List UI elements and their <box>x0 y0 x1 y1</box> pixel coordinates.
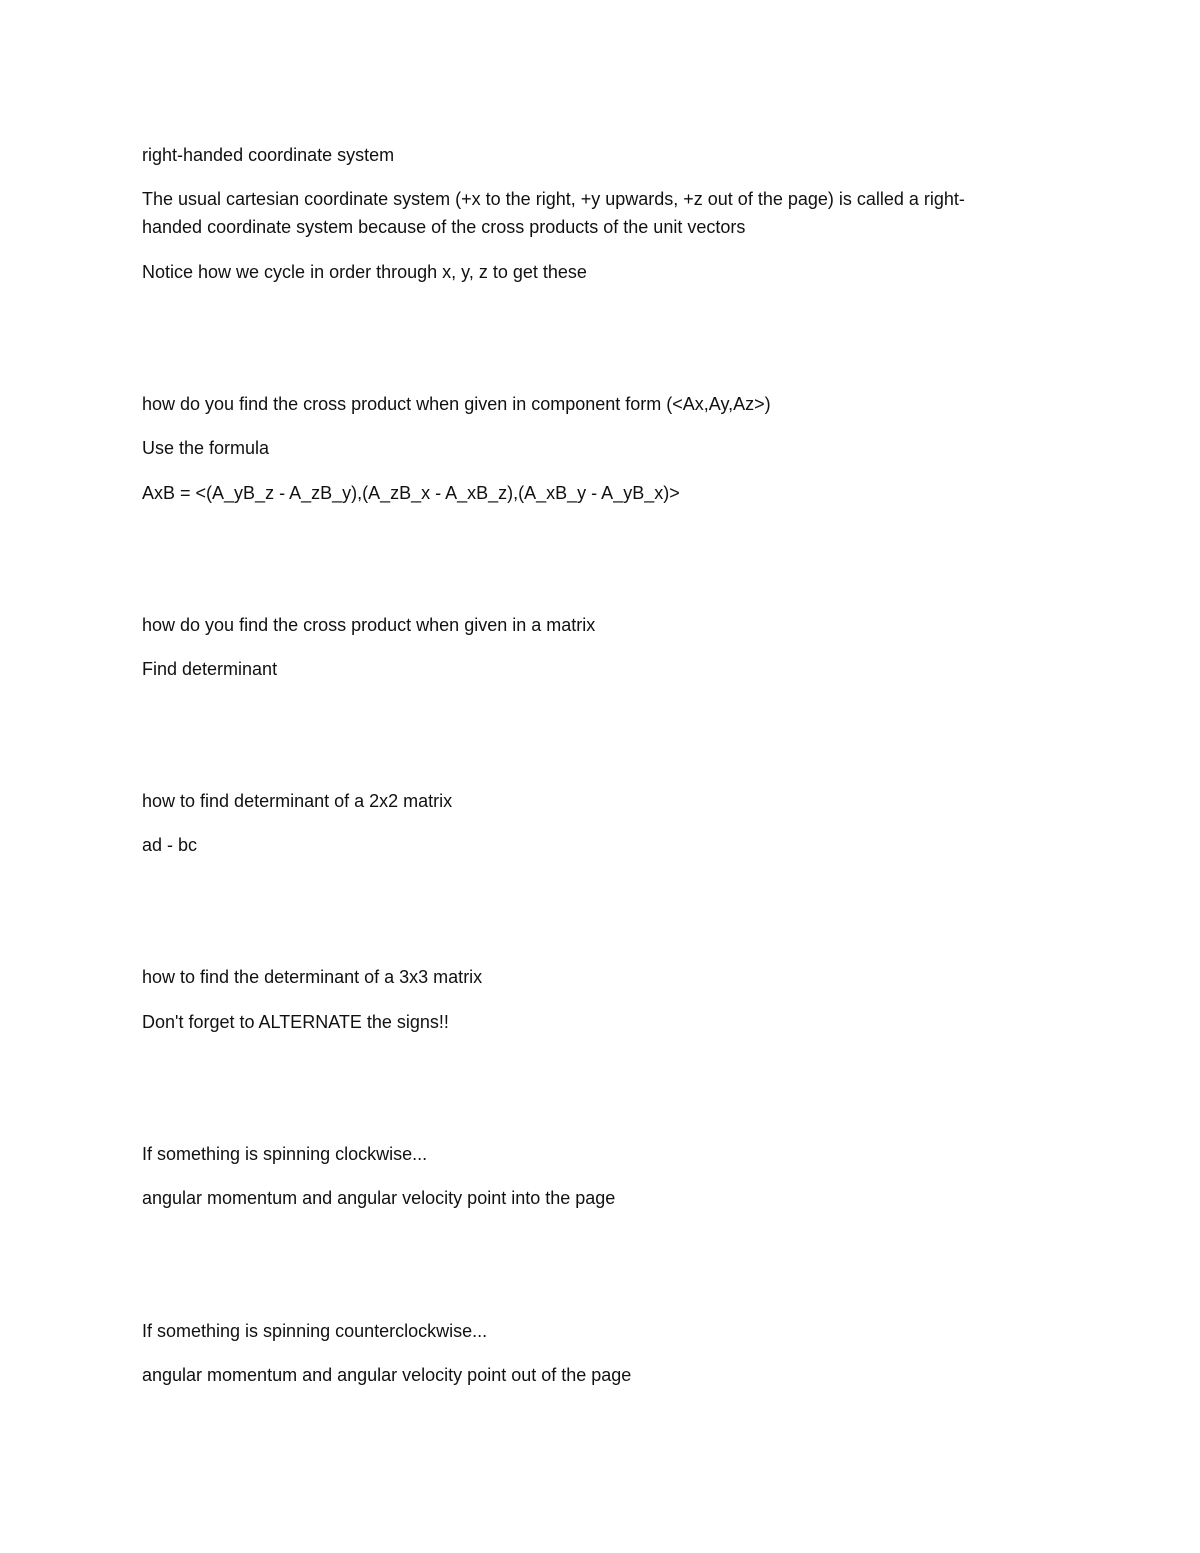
card-5-definition-line-1: Don't forget to ALTERNATE the signs!! <box>142 1012 449 1032</box>
card-7-definition-line-1: angular momentum and angular velocity point out of the page <box>142 1365 632 1385</box>
card-5-term: how to find the determinant of a 3x3 matrix <box>142 967 483 987</box>
card-1-definition-line-3: Notice how we cycle in order through x, y, z to get these <box>142 262 587 282</box>
card-4-definition-line-1: ad - bc <box>142 835 198 855</box>
card-7-term: If something is spinning counterclockwise... <box>142 1321 488 1341</box>
card-6-definition-line-1: angular momentum and angular velocity point into the page <box>142 1188 616 1208</box>
card-3-definition-line-1: Find determinant <box>142 659 278 679</box>
card-2-term: how do you find the cross product when given in component form (<Ax,Ay,Az>) <box>142 394 771 414</box>
card-1-definition-line-2: handed coordinate system because of the cross products of the unit vectors <box>142 217 746 237</box>
card-1-definition-line-1: The usual cartesian coordinate system (+x to the right, +y upwards, +z out of the page) is called a right- <box>142 189 965 209</box>
card-1-term: right-handed coordinate system <box>142 145 395 165</box>
card-2-definition-line-1: Use the formula <box>142 438 270 458</box>
card-4-term: how to find determinant of a 2x2 matrix <box>142 791 453 811</box>
card-6-term: If something is spinning clockwise... <box>142 1144 428 1164</box>
card-2-definition-line-2: AxB = <(A_yB_z - A_zB_y),(A_zB_x - A_xB_z),(A_xB_y - A_yB_x)> <box>142 483 680 503</box>
card-3-term: how do you find the cross product when given in a matrix <box>142 615 596 635</box>
